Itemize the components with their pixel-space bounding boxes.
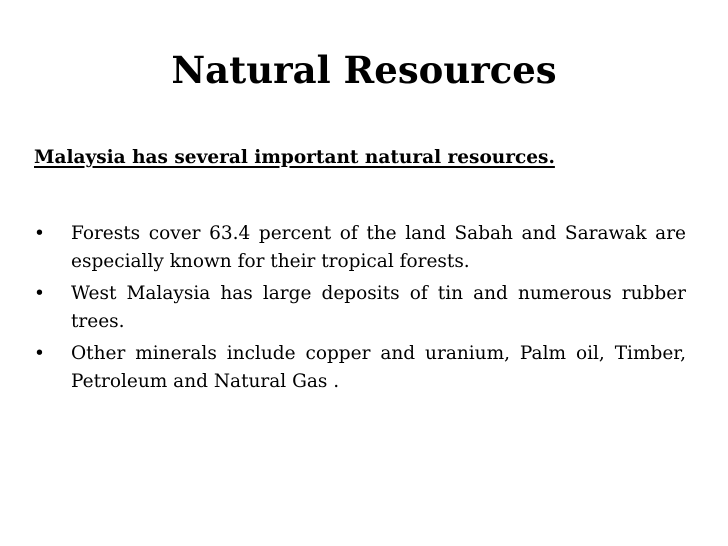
bullet-icon: • [34,343,45,364]
bullet-icon: • [34,223,45,244]
bullet-icon: • [34,283,45,304]
bullet-list [34,220,686,400]
bullet-text: West Malaysia has large deposits of tin and numerous rubber trees. [71,283,686,332]
intro-text: Malaysia has several important natural resources. [34,147,555,168]
bullet-item-other-minerals [34,340,686,396]
bullet-text: Forests cover 63.4 percent of the land Sabah and Sarawak are especially known for their tropical forests. [71,223,686,272]
bullet-item-west-malaysia [34,280,686,336]
slide-title: Natural Resources [171,48,557,92]
bullet-text: Other minerals include copper and uranium, Palm oil, Timber, Petroleum and Natural Gas . [71,343,686,392]
bullet-item-forests [34,220,686,276]
